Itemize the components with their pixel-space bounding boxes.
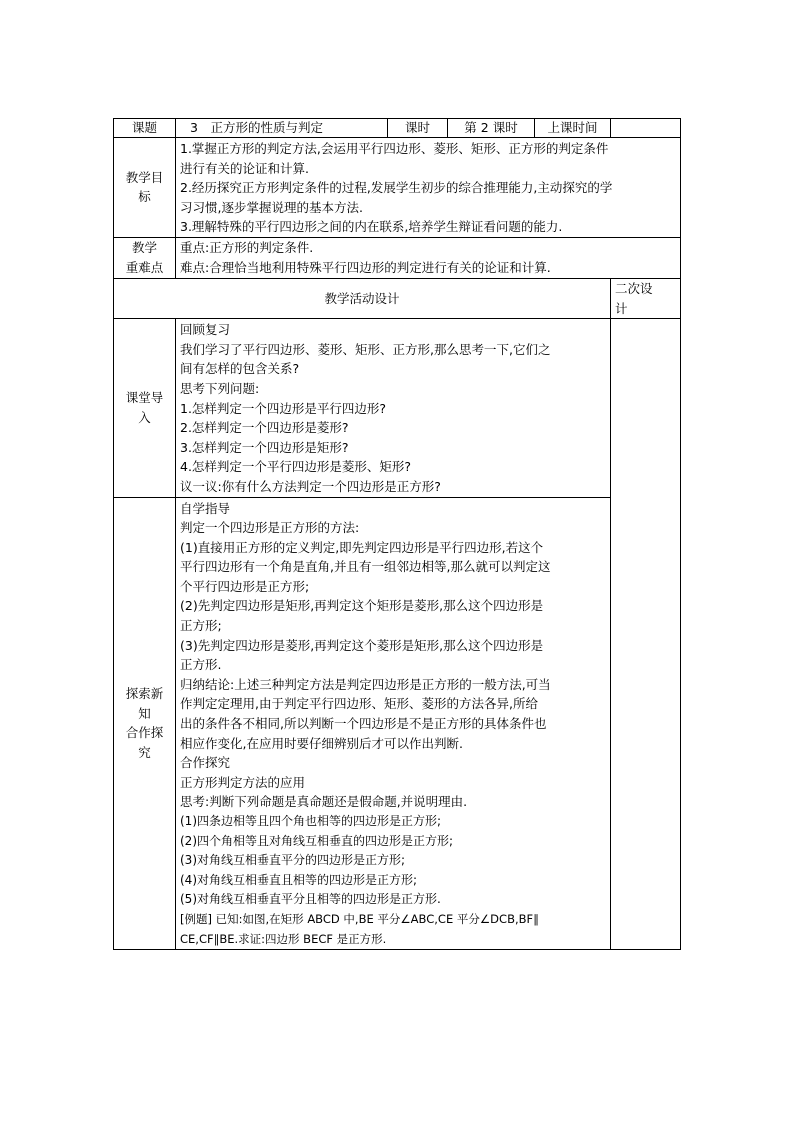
period-value: 第 2 课时 xyxy=(448,119,535,138)
explore-line: (1)直接用正方形的定义判定,即先判定四边形是平行四边形,若这个 xyxy=(180,539,544,555)
explore-line: 正方形. xyxy=(180,657,222,673)
key-point-line: 重点:正方形的判定条件. xyxy=(180,239,314,255)
explore-line: 正方形判定方法的应用 xyxy=(180,774,306,790)
key-point-line: 难点:合理恰当地利用特殊平行四边形的判定进行有关的论证和计算. xyxy=(180,259,551,275)
objective-line: 3.理解特殊的平行四边形之间的内在联系,培养学生辩证看问题的能力. xyxy=(180,219,563,235)
intro-content xyxy=(176,319,611,497)
intro-line: 4.怎样判定一个平行四边形是菱形、矩形? xyxy=(180,459,412,475)
objectives-content xyxy=(176,138,681,238)
explore-line: (5)对角线互相垂直平分且相等的四边形是正方形. xyxy=(180,892,441,907)
explore-line: (3)对角线互相垂直平分的四边形是正方形; xyxy=(180,853,406,868)
second-design-label: 二次设 计 xyxy=(611,278,681,318)
design-row xyxy=(114,278,681,318)
explore-label: 探索新 知 合作探 究 xyxy=(114,497,176,950)
intro-line: 议一议:你有什么方法判定一个四边形是正方形? xyxy=(180,478,441,494)
explore-line: (2)四个角相等且对角线互相垂直的四边形是正方形; xyxy=(180,833,454,848)
explore-line: 合作探究 xyxy=(180,755,231,771)
key-points-row xyxy=(114,237,681,278)
intro-line: 1.怎样判定一个四边形是平行四边形? xyxy=(180,400,387,416)
objectives-row xyxy=(114,138,681,238)
intro-line: 我们学习了平行四边形、菱形、矩形、正方形,那么思考一下,它们之 xyxy=(180,341,551,357)
intro-line: 回顾复习 xyxy=(180,322,231,338)
explore-line: 平行四边形有一个角是直角,并且有一组邻边相等,那么就可以判定这 xyxy=(180,559,551,575)
explore-row xyxy=(114,497,681,950)
explore-line: (4)对角线互相垂直且相等的四边形是正方形; xyxy=(180,872,418,887)
objective-line: 2.经历探究正方形判定条件的过程,发展学生初步的综合推理能力,主动探究的学 xyxy=(180,180,613,196)
lesson-plan-table xyxy=(113,118,681,950)
intro-line: 思考下列问题: xyxy=(180,380,260,396)
intro-line: 2.怎样判定一个四边形是菱形? xyxy=(180,420,349,436)
explore-line: 判定一个四边形是正方形的方法: xyxy=(180,520,360,536)
explore-line: 自学指导 xyxy=(180,500,231,516)
explore-line: 出的条件各不相同,所以判断一个四边形是不是正方形的具体条件也 xyxy=(180,716,547,732)
example-line: [例题] 已知:如图,在矩形 ABCD 中,BE 平分∠ABC,CE 平分∠DCB,BF∥ xyxy=(180,911,539,926)
class-time-value xyxy=(611,119,681,138)
objective-line: 进行有关的论证和计算. xyxy=(180,160,309,176)
intro-row xyxy=(114,319,681,497)
key-points-label: 教学 重难点 xyxy=(114,237,176,278)
explore-line: 思考:判断下列命题是真命题还是假命题,并说明理由. xyxy=(180,794,468,810)
objectives-label: 教学目 标 xyxy=(114,138,176,238)
class-time-label: 上课时间 xyxy=(535,119,611,138)
explore-line: 正方形; xyxy=(180,618,222,634)
intro-line: 间有怎样的包含关系? xyxy=(180,361,300,377)
intro-label: 课堂导 入 xyxy=(114,319,176,497)
explore-line: 相应作变化,在应用时要仔细辨别后才可以作出判断. xyxy=(180,735,463,751)
explore-content xyxy=(176,497,611,950)
design-title: 教学活动设计 xyxy=(114,278,611,318)
objective-line: 习习惯,逐步掌握说理的基本方法. xyxy=(180,199,363,215)
second-design-column xyxy=(611,319,681,950)
explore-line: 作判定定理用,由于判定平行四边形、矩形、菱形的方法各异,所给 xyxy=(180,696,538,712)
explore-line: 个平行四边形是正方形; xyxy=(180,578,310,594)
explore-line: (1)四条边相等且四个角也相等的四边形是正方形; xyxy=(180,814,442,828)
subject-label: 课题 xyxy=(114,119,176,138)
header-row xyxy=(114,119,681,138)
explore-line: 归纳结论:上述三种判定方法是判定四边形是正方形的一般方法,可当 xyxy=(180,676,551,692)
objective-line: 1.掌握正方形的判定方法,会运用平行四边形、菱形、矩形、正方形的判定条件 xyxy=(180,141,609,156)
example-line: CE,CF∥BE.求证:四边形 BECF 是正方形. xyxy=(180,931,387,946)
explore-line: (3)先判定四边形是菱形,再判定这个菱形是矩形,那么这个四边形是 xyxy=(180,637,544,653)
explore-line: (2)先判定四边形是矩形,再判定这个矩形是菱形,那么这个四边形是 xyxy=(180,598,544,614)
intro-line: 3.怎样判定一个四边形是矩形? xyxy=(180,439,349,455)
period-label: 课时 xyxy=(388,119,448,138)
key-points-content xyxy=(176,237,681,278)
subject-value: 3 正方形的性质与判定 xyxy=(176,119,388,138)
